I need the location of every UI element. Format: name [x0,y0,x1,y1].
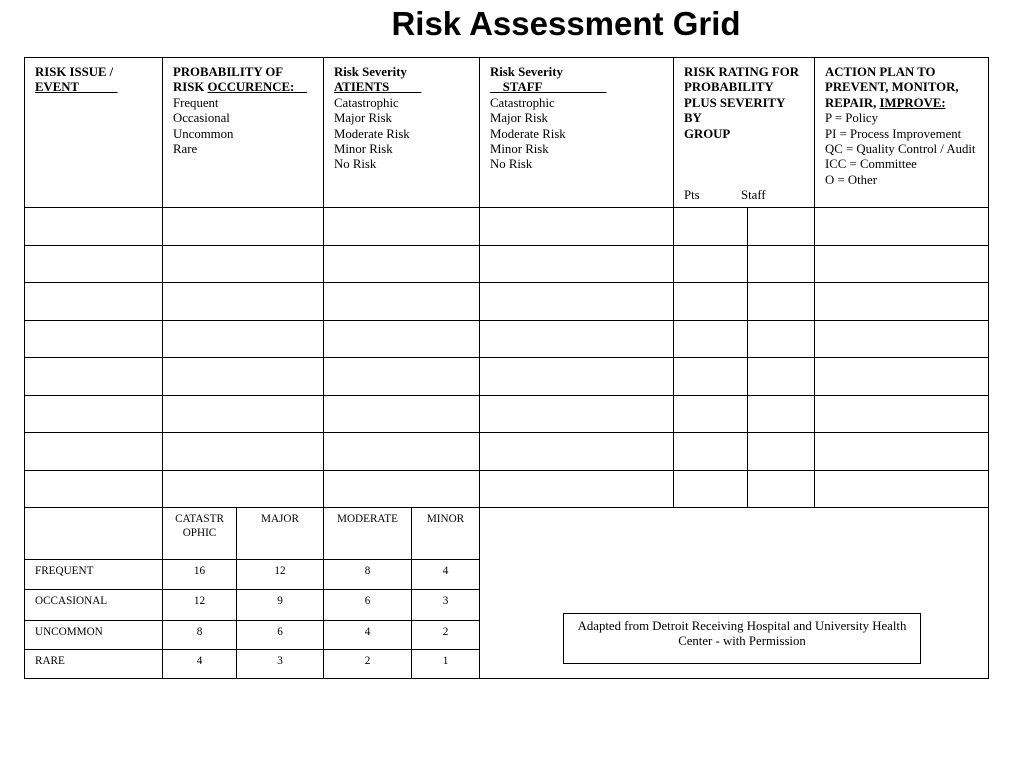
matrix-value: 6 [237,621,324,650]
entry-rating-staff [748,396,815,434]
matrix-value: 16 [163,560,237,590]
entry-severity-staff [480,283,674,321]
probability-heading-prefix: RISK [173,80,208,95]
staff-label: Staff [741,188,766,203]
probability-heading-line2 [173,80,320,95]
severity-level: Moderate Risk [490,126,566,141]
entry-probability [163,283,324,321]
header-action-plan [815,58,989,208]
entry-severity-staff [480,358,674,396]
entry-risk-issue [25,246,163,284]
entry-severity-patients [324,246,480,284]
matrix-value: 1 [412,650,480,679]
entry-severity-patients [324,321,480,359]
action-plan-heading-prefix: REPAIR, [825,95,880,110]
action-plan-heading-line3 [825,96,985,111]
risk-rating-heading: PROBABILITY [684,80,774,95]
entry-probability [163,471,324,509]
risk-rating-sublabels [684,188,811,203]
risk-rating-heading: RISK RATING FOR [684,65,799,79]
matrix-value: 12 [163,590,237,621]
entry-rating-pts [674,396,748,434]
entry-action-plan [815,246,989,284]
matrix-col-label: MAJOR [261,513,299,525]
severity-level: Minor Risk [334,142,393,157]
staff-blank: __STAFF__________ [490,80,607,95]
matrix-value: 8 [324,560,412,590]
entry-severity-patients [324,358,480,396]
severity-level: Major Risk [490,111,548,126]
entry-risk-issue [25,471,163,509]
probability-level: Frequent [173,95,219,110]
entry-action-plan [815,283,989,321]
matrix-col-minor [412,508,480,560]
matrix-value: 6 [324,590,412,621]
entry-risk-issue [25,433,163,471]
entry-probability [163,433,324,471]
severity-level: Moderate Risk [334,126,410,141]
header-risk-rating [674,58,815,208]
severity-staff-heading-line2 [490,80,670,95]
improve-label: IMPROVE: [879,95,946,110]
severity-level: No Risk [490,157,533,172]
page-title: Risk Assessment Grid [391,5,741,42]
probability-level: Uncommon [173,126,234,141]
entry-action-plan [815,208,989,246]
action-code: P = Policy [825,111,878,126]
entry-severity-patients [324,396,480,434]
severity-patients-heading: Risk Severity [334,65,407,79]
matrix-row-label: FREQUENT [25,560,163,590]
entry-rating-pts [674,246,748,284]
entry-rating-pts [674,433,748,471]
entry-probability [163,246,324,284]
probability-heading: PROBABILITY OF [173,65,284,79]
entry-rating-staff [748,283,815,321]
severity-level: Minor Risk [490,142,549,157]
matrix-value: 12 [237,560,324,590]
entry-severity-staff [480,321,674,359]
entry-risk-issue [25,321,163,359]
matrix-value: 2 [412,621,480,650]
action-code: PI = Process Improvement [825,126,962,141]
credit-panel [480,508,989,679]
entry-severity-staff [480,433,674,471]
scoring-matrix [24,508,989,679]
matrix-value: 4 [163,650,237,679]
entry-action-plan [815,321,989,359]
action-code: ICC = Committee [825,157,917,172]
severity-level: No Risk [334,157,377,172]
entry-rating-staff [748,208,815,246]
risk-issue-heading: RISK ISSUE / [35,65,114,79]
entry-action-plan [815,471,989,509]
occurence-blank: OCCURENCE:__ [207,80,308,95]
entry-probability [163,321,324,359]
entry-probability [163,208,324,246]
severity-staff-heading: Risk Severity [490,65,563,79]
severity-level: Catastrophic [490,95,555,110]
action-code: O = Other [825,172,877,187]
credit-note: Adapted from Detroit Receiving Hospital and University Health Center - with Permission [563,613,921,664]
entry-action-plan [815,433,989,471]
matrix-value: 4 [412,560,480,590]
matrix-row-label: OCCASIONAL [25,590,163,621]
matrix-col-major [237,508,324,560]
entry-severity-staff [480,246,674,284]
entry-action-plan [815,396,989,434]
patients-blank: ATIENTS_____ [334,80,422,95]
matrix-value: 2 [324,650,412,679]
matrix-col-label: MINOR [426,513,465,525]
entry-severity-staff [480,471,674,509]
matrix-corner [25,508,163,560]
entry-rating-pts [674,283,748,321]
risk-rating-heading: BY [684,111,702,126]
entry-risk-issue [25,396,163,434]
entry-risk-issue [25,208,163,246]
entry-probability [163,358,324,396]
entry-risk-issue [25,283,163,321]
matrix-col-label: OPHIC [182,526,217,539]
entry-severity-patients [324,208,480,246]
entry-severity-patients [324,283,480,321]
risk-assessment-form [24,57,989,679]
matrix-value: 3 [237,650,324,679]
severity-level: Catastrophic [334,95,399,110]
header-severity-staff [480,58,674,208]
entry-severity-patients [324,433,480,471]
entry-action-plan [815,358,989,396]
severity-patients-heading-line2 [334,80,476,95]
probability-level: Rare [173,142,198,157]
action-plan-heading: PREVENT, MONITOR, [825,80,959,95]
entry-rating-pts [674,471,748,509]
risk-grid [24,57,989,508]
action-plan-heading: ACTION PLAN TO [825,65,936,79]
pts-label: Pts [684,188,700,203]
probability-level: Occasional [173,111,230,126]
severity-level: Major Risk [334,111,392,126]
entry-severity-staff [480,396,674,434]
entry-probability [163,396,324,434]
entry-severity-patients [324,471,480,509]
action-code: QC = Quality Control / Audit [825,142,976,157]
risk-rating-heading: PLUS SEVERITY [684,95,786,110]
entry-severity-staff [480,208,674,246]
header-severity-patients [324,58,480,208]
header-probability [163,58,324,208]
matrix-col-catastrophic [163,508,237,560]
entry-rating-staff [748,471,815,509]
entry-rating-pts [674,321,748,359]
matrix-value: 8 [163,621,237,650]
matrix-value: 9 [237,590,324,621]
matrix-col-label: MODERATE [337,513,398,525]
entry-rating-staff [748,358,815,396]
entry-rating-staff [748,321,815,359]
matrix-value: 4 [324,621,412,650]
matrix-col-moderate [324,508,412,560]
entry-rating-staff [748,246,815,284]
matrix-row-label: UNCOMMON [25,621,163,650]
risk-issue-heading-line2 [35,80,159,95]
risk-rating-heading: GROUP [684,126,731,141]
entry-rating-staff [748,433,815,471]
header-risk-issue [25,58,163,208]
matrix-col-label: CATASTR [175,513,224,525]
entry-risk-issue [25,358,163,396]
matrix-value: 3 [412,590,480,621]
entry-rating-pts [674,358,748,396]
matrix-row-label: RARE [25,650,163,679]
entry-rating-pts [674,208,748,246]
event-blank: EVENT______ [35,80,118,95]
